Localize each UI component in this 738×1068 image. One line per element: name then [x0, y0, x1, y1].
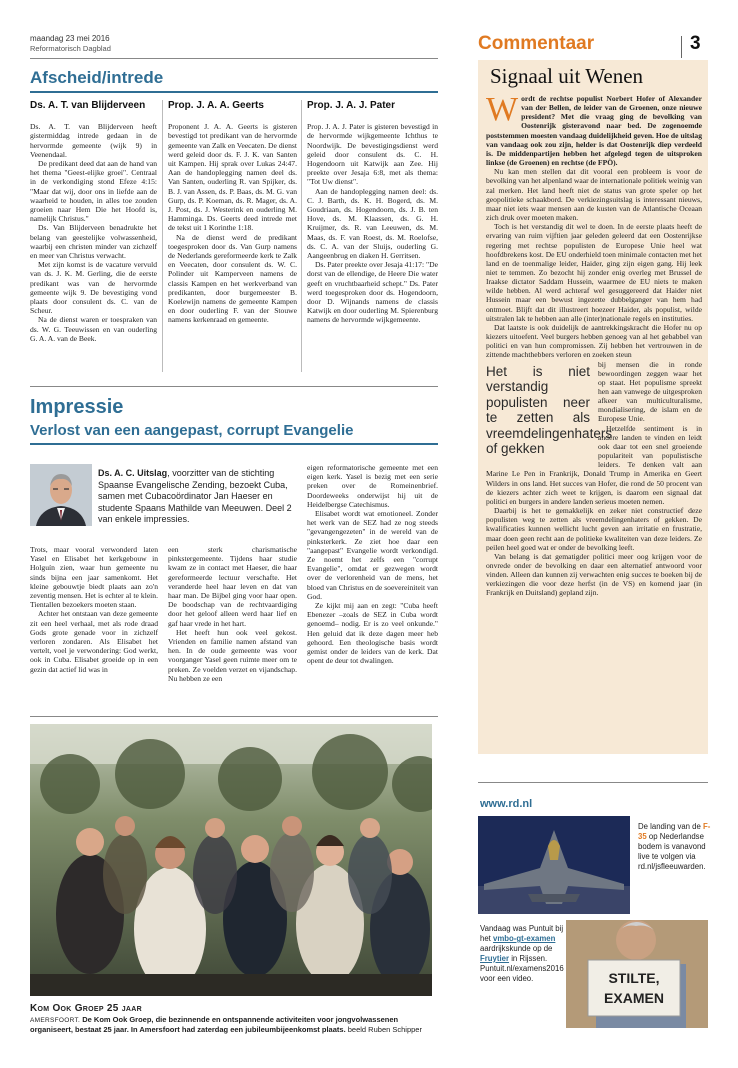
- exam-sign-image: [566, 920, 708, 1028]
- commentaar-paragraph: Dat laatste is ook duidelijk de aantrekkingskracht die Hofer nu op kiezers uitoefent. Veel burgers hebben genoeg van al het gebabbel van politici en van hun compromissen. Zij hebben het vertrouwen in de zittende machthebbers verloren en zoeken steun: [486, 322, 702, 360]
- commentaar-body: [486, 91, 702, 598]
- impressie-section-title: Impressie: [30, 396, 124, 418]
- author-portrait-image: [30, 464, 92, 526]
- caption-place: AMERSFOORT.: [30, 1017, 81, 1024]
- section-rule: [30, 716, 438, 717]
- impressie-rule: [30, 443, 438, 445]
- exam-sign-line-1: STILTE,: [608, 970, 660, 986]
- afscheid-paragraph: Proponent J. A. A. Geerts is gisteren bevestigd tot predikant van de hervormde gemeente van Zalk en Veecaten. De dienst werd geleid door ds. F. J. K. van Santen uit Kampen. Hij sprak over Lukas 24:47. Aan de handoplegging namen deel ds. Van Santen, ouderling R. van Spijker, ds. B. J. van Assen, ds. P. Baas, ds. M. G. van Gurp, ds. P. Koeman, ds. R. Mager, ds. A. J. Post, ds. J. Westerink en ouderling M. Hammingа. Ds. Geerts deed intrede met de tekst uit 1 Korinthe 1:18.: [168, 122, 297, 233]
- photo-caption: [30, 1004, 440, 1034]
- author-portrait: [30, 464, 92, 526]
- web-section-title[interactable]: www.rd.nl: [480, 798, 533, 810]
- impressie-subtitle: Verlost van een aangepast, corrupt Evangelie: [30, 422, 354, 439]
- exam-caption-mid: aardrijkskunde op de: [480, 944, 553, 953]
- impressie-paragraph: Ze kijkt mij aan en zegt: "Cuba heeft Ebenezer –zoals de SEZ in Cuba wordt genoemd– nodig. Er is zo veel onkunde." Hen geluid dat ik deze dagen meer heb gehoord. Een theologische basis wordt gemist onder de leiders van de kerk. Dat opent de deur tot dwalingen.: [307, 601, 438, 666]
- commentaar-paragraph: Nu kan men stellen dat dit vooral een probleem is voor de bevolking van het alpenland waar de internationale politiek weinig van zal merken. Het land heeft niet de status van grote speler op het geopolitieke schaakbord. De verkiezingsuitslag is interessant nieuws, maar niet iets waar mensen aan de kusten van de Atlantische Oceaan zich druk over moeten maken.: [486, 167, 702, 223]
- vmbo-exam-link[interactable]: vmbo-gt-examen: [493, 934, 556, 943]
- page-number: 3: [690, 33, 701, 54]
- caption-credit: beeld Ruben Schipper: [347, 1025, 422, 1034]
- afscheid-paragraph: Met zijn komst is de vacature vervuld van ds. J. K. M. Gerling, die de eerste predikant was van de hervormde gemeente wijk 9. De bevestiging vond plaats door consulent ds. C. van de Scheur.: [30, 260, 157, 316]
- jet-caption-post: op Nederlandse bodem is vanavond live te volgen via rd.nl/jsfleeuwarden.: [638, 832, 706, 871]
- afscheid-paragraph: Ds. Van Blijderveen benadrukte het belang van geestelijke volwassenheid, waarbij een christen minder van zichzelf en meer van Christus verwacht.: [30, 223, 157, 261]
- impressie-paragraph: eigen reformatorische gemeente met een eigen kerk. Yasel is bezig met een serie preken over de Romeinenbrief. Doordeweeks onderwijst hij uit de Heidelbergse Catechismus.: [307, 463, 438, 509]
- afscheid-column-2: [168, 101, 297, 325]
- paper-name: Reformatorisch Dagblad: [30, 44, 111, 53]
- impressie-paragraph: Het heeft hun ook veel gekost. Vrienden en familie namen afstand van hen. In de oude gemeente was voor voorganger Yasel geen ruimte meer om te preken. Ze voelden verzet en vijandschap. Nu hebben ze een: [168, 627, 297, 683]
- afscheid-column-3: [307, 101, 438, 325]
- afscheid-heading-1: Ds. A. T. van Blijderveen: [30, 100, 146, 111]
- exam-caption-post: in Rijssen. Puntuit.nl/examens2016 voor een video.: [480, 954, 564, 983]
- commentaar-paragraph: Hetzelfde sentiment is in andere landen te vinden en leidt ook daar tot een snel groeiende populariteit van populistische leiders. Te denken valt aan Marine Le Pen in Frankrijk, Donald Trump in Amerika en Geert Wilders in ons land. Het succes van Hofer, die rond de 50 procent van de kiezers achter zich weet te krijgen, is daarom een signaal dat politici en burgers in andere landen serieus moeten nemen.: [486, 423, 702, 506]
- column-divider: [301, 100, 302, 372]
- exam-photo: [566, 920, 708, 1028]
- masthead: [30, 34, 450, 54]
- afscheid-paragraph: Ds. Pater preekte over Jesaja 41:17: "De dorst van de ellendige, de Heere Die water geeft en vruchtbaarheid schept." Ds. Pater werd toegesproken door ds. Hogendoorn, door D. Wijnands namens de classis Katwijk en door ouderling M. Spierenburg namens de hervormde wijkgemeente.: [307, 260, 438, 325]
- top-rule: [30, 58, 438, 59]
- commentaar-paragraph: Van belang is dat gematigder politici meer oog krijgen voor de onvrede onder de bevolking en daar een alternatief antwoord voor vinden. Alleen dan kunnen zij verwachten enig succes te boeken bij de verkiezingen die voor deze herfst (in de VS) en komend jaar (in Frankrijk en Duitsland) gepland zijn.: [486, 551, 702, 598]
- caption-body: De Kom Ook Groep, die bezinnende en ontspannende activiteiten voor jongvolwassenen organiseert, bestaat 25 jaar. In Amersfoort had zaterdag een jubileumbijeenkomst plaats.: [30, 1015, 399, 1034]
- commentaar-paragraph: Daarbij is het te gemakkelijk en zeker niet constructief deze populisten weg te zetten als vreemdelingenhaters of gekken. De kwalificaties kunnen wellicht lucht geven aan irritatie en frustratie, maar doen geen recht aan de politieke kwaliteiten van deze leiders. Ze peilen heel goed wat er onder de bevolking leeft.: [486, 506, 702, 552]
- afscheid-section-title: Afscheid/intrede: [30, 68, 164, 87]
- commentaar-section-title: Commentaar: [478, 33, 595, 54]
- impressie-paragraph: Trots, maar vooral verwonderd laten Yasel en Elisabet het kerkgebouw in Holguín zien, waar hun gemeente nu sinds bijna een jaar samenkomt. Het kleine gebouwtje biedt plaats aan zo'n zeventig mensen. Het is echter al te klein. Tientallen bezoekers moeten staan.: [30, 545, 158, 610]
- jet-caption: [638, 822, 712, 872]
- fruytier-link[interactable]: Fruytier: [480, 954, 510, 963]
- impressie-column-1: [30, 545, 158, 674]
- dropcap: W: [486, 91, 519, 128]
- column-divider: [162, 100, 163, 372]
- exam-sign-line-2: EXAMEN: [604, 990, 664, 1006]
- section-rule: [30, 386, 438, 387]
- afscheid-rule: [30, 91, 438, 93]
- exam-caption: [480, 924, 568, 984]
- pull-quote: Het is niet verstandig populisten neer te zetten als vreemdelingenhaters of gekken: [486, 363, 613, 457]
- intro-text: , voorzitter van de stichting Spaanse Evangelische Zending, bezoekt Cuba, samen met Cubacoördinator Jan Haeser en studente Spaans Mathilde van Meeuwen. Deel 2 van enkele impressies.: [98, 468, 292, 524]
- afscheid-paragraph: Aan de handoplegging namen deel: ds. C. J. Barth, ds. K. H. Bogerd, ds. M. Goudriaan, ds. Hogendoorn, ds. J. B. ten Hove, ds. M. Klaassen, ds. G. H. Kruijmer, ds. R. van Leeuwen, ds. M. Maas, ds. F. van Roest, ds. M. Roelofse, ds. C. A. van der Sluijs, ouderling G. Aangeenbrug en diaken H. Gerritsen.: [307, 186, 438, 261]
- jet-image: [478, 816, 630, 914]
- commentaar-lead: ordt de rechtse populist Norbert Hofer of Alexander van der Bellen, de leider van de Groenen, onze nieuwe president? Met die vraag ging de bevolking van Oostenrijk gisteravond naar bed. De zogenoemde poststemmen moesten vandaag duidelijkheid geven. Hoe de uitslag van vandaag ook zou zijn, helder is dat Oostenrijk diep verdeeld is. De middenpartijen hebben het afgelegd tegen de uitsproken linkse (de Groenen) en rechtse (de FPÖ).: [486, 94, 702, 168]
- web-rule: [478, 782, 708, 783]
- f35-photo: [478, 816, 630, 914]
- commentaar-headline: Signaal uit Wenen: [490, 64, 644, 88]
- issue-date: maandag 23 mei 2016: [30, 34, 110, 43]
- caption-title: Kom Ook Groep 25 jaar: [30, 1003, 142, 1014]
- impressie-paragraph: Elisabet wordt wat emotioneel. Zonder het werk van de SEZ had ze nog steeds "gevangengezeten" in de wereld van de pinksterkerk. Ze ziet hoe daar een "aangepast" Evangelie wordt verkondigd. Ze noemt het zelfs een "corrupt Evangelie", omdat er gezwegen wordt over de verlorenheid van de mens, het bloed van Christus en de soevereiniteit van God.: [307, 509, 438, 601]
- exam-caption-pre: Vandaag was Puntuit bij het: [480, 924, 564, 943]
- commentaar-paragraph: bij mensen die in ronde bewoordingen zeggen waar het op staat. Het populisme spreekt hen aan vanwege de uitgesproken afkeer van multiculturalisme, mondialisering, de islam en de Europese Unie.: [598, 359, 702, 424]
- afscheid-paragraph: Prop. J. A. J. Pater is gisteren bevestigd in de hervormde wijkgemeente Ichthus te Noordwijk. De bevestigingsdienst werd geleid door consulent ds. C. H. Hogendoorn uit Katwijk aan Zee. Hij preekte over Jesaja 6:8, met als thema: "Tot Uw dienst".: [307, 122, 438, 187]
- impressie-intro: [98, 468, 296, 526]
- event-photo: [30, 724, 432, 996]
- afscheid-heading-2: Prop. J. A. A. Geerts: [168, 100, 264, 111]
- afscheid-column-1: [30, 101, 157, 343]
- afscheid-paragraph: Ds. A. T. van Blijderveen heeft gistermiddag intrede gedaan in de hervormde gemeente (wijk 9) in Veenendaal.: [30, 122, 157, 159]
- intro-author: Ds. A. C. Uitslag: [98, 468, 168, 478]
- impressie-column-2: [168, 545, 297, 683]
- f35-link[interactable]: F-35: [638, 822, 711, 841]
- afscheid-paragraph: Na de dienst waren er toespraken van ds. W. G. Teeuwissen en van ouderling G. A. A. van de Beek.: [30, 315, 157, 343]
- impressie-paragraph: Achter het ontstaan van deze gemeente zit een heel verhaal, met als rode draad Gods grote genade voor in zichzelf verloren zondaren. Als Elisabet het vertelt, voel je verwondering: God werkt, ook in Cuba. Elisabet groeide op in een gezin dat actief lid was in: [30, 609, 158, 674]
- audience-photo-image: [30, 724, 432, 996]
- jet-caption-pre: De landing van de: [638, 822, 704, 831]
- commentaar-paragraph: [486, 91, 702, 168]
- commentaar-paragraph: Toch is het verstandig dit wel te doen. In de eerste plaats heeft de ervaring van ruim vijftien jaar geleden geleerd dat een Oostenrijkse regering met rechtse populisten de Europese Unie heel wat hoofdbrekens kost. De EU onderhield toen minimale contacten met het land en de toenmalige leider, Haider, ging zijn eigen gang. Hij leek niet te temmen. Zo bezocht hij zonder enig overleg met Brussel de Iraakse dictator Saddam Hussein, waarmee de EU niets te maken wilde hebben. Al werd achteraf wel gesuggereerd dat Haider niet Hussein maar een bewust ingezette dubbelganger van hem had ontmoet. Blijft dat dit illustreert hoezeer Haider, als populist, wilde uitstralen lak te hebben aan alle (inter)nationale regels en instituties.: [486, 222, 702, 323]
- impressie-column-3: [307, 463, 438, 665]
- afscheid-heading-3: Prop. J. A. J. Pater: [307, 100, 395, 111]
- afscheid-paragraph: Na de dienst werd de predikant toegesproken door ds. Van Gurp namens de Nederlands gereformeerde kerk te Zalk en Veecaten, door consulent ds. W. C. Polinder uit Kamperveen namens de classis Kampen en het werkverband van predikanten, door burgemeester B. Koelewijn namens de gemeente Kampen en door ouderling F. van der Stouwe namens kerkenraad en gemeente.: [168, 232, 297, 325]
- afscheid-paragraph: De predikant deed dat aan de hand van het thema "Geest-elijke groei". Centraal in de verkondiging stond Efeze 4:15: "Maar dat wij, door ons in liefde aan de waarheid te houden, in alles toe zouden groeien naar Hem Die het Hoofd is, namelijk Christus.": [30, 159, 157, 224]
- page-number-divider: [681, 36, 682, 58]
- impressie-paragraph: een sterk charismatische pinkstergemeente. Tijdens haar studie kwam ze in contact met Haeser, die haar gereformeerde lectuur verschafte. Het veranderde heel haar leven en dat van haar man. De Bijbel ging voor haar open. De boodschap van de rechtvaardiging door het geloof alleen werd haar lief en gaf haar vrede in het hart.: [168, 545, 297, 628]
